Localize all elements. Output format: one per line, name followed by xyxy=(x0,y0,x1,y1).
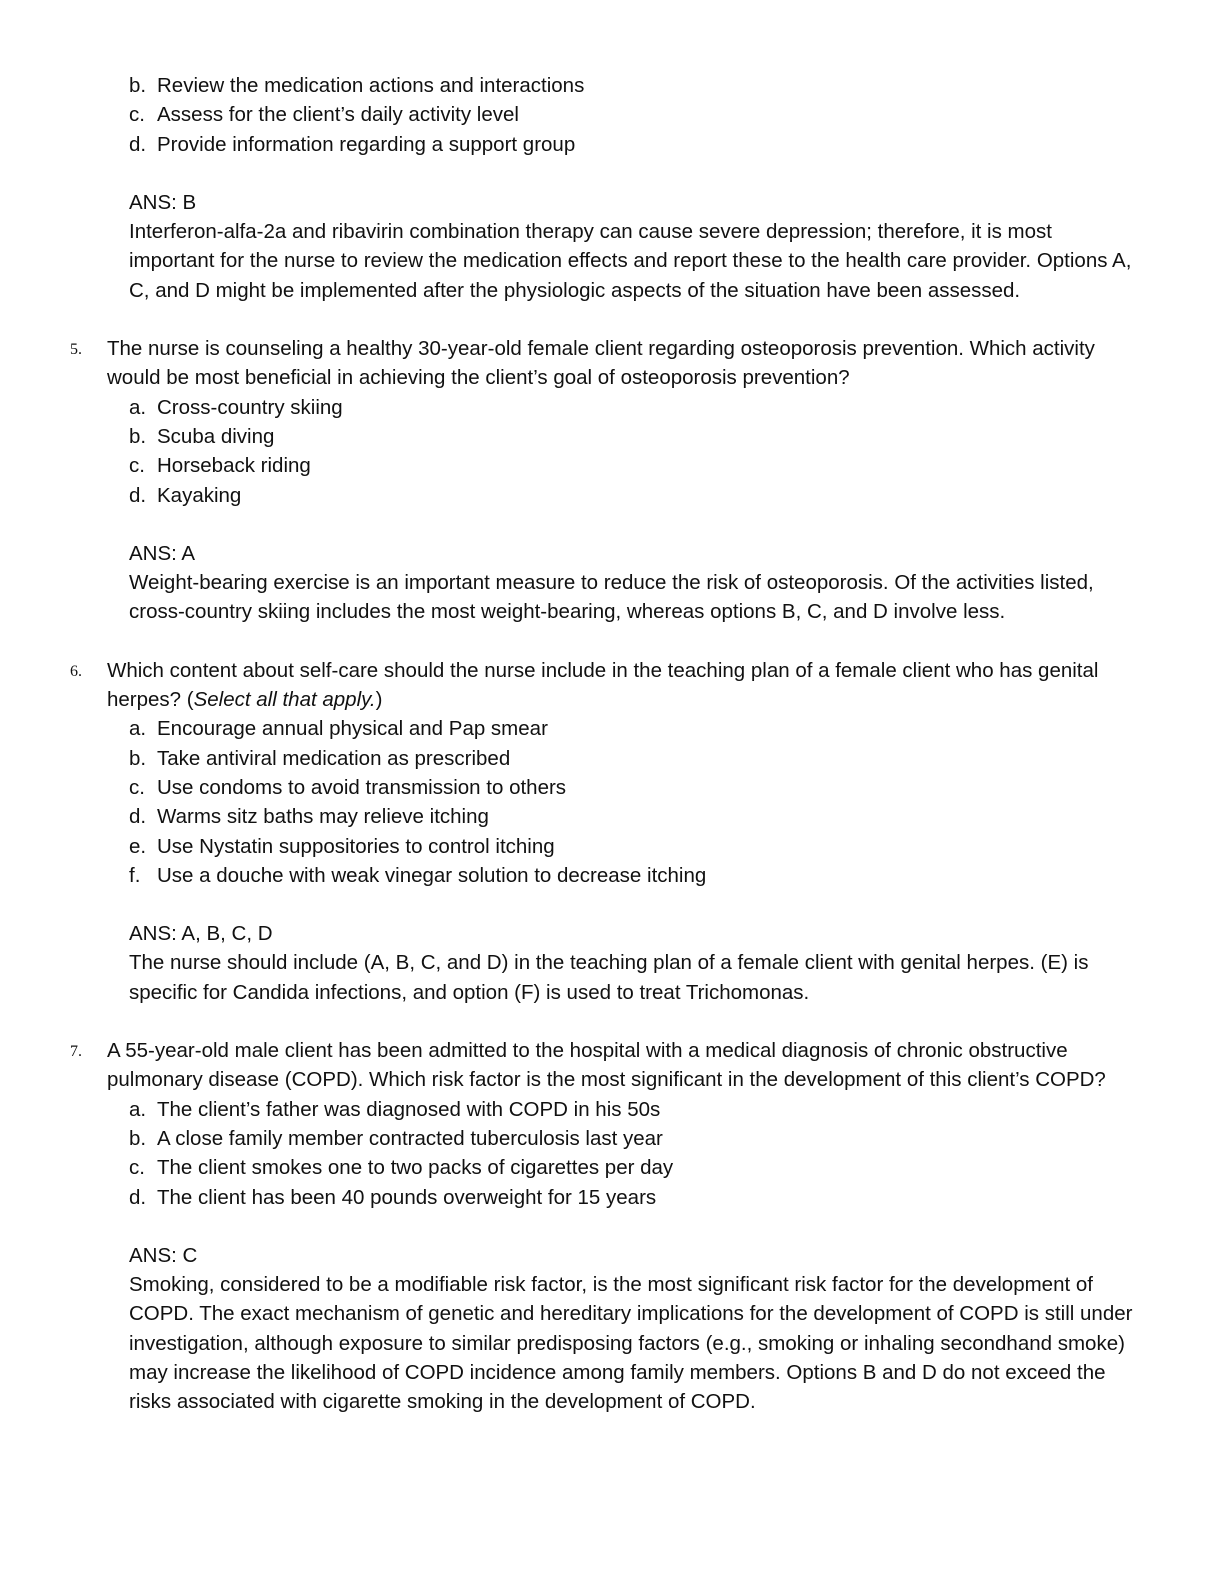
option-text: Warms sitz baths may relieve itching xyxy=(157,805,489,829)
option-text: Use condoms to avoid transmission to others xyxy=(157,775,567,799)
option-b xyxy=(0,1124,1137,1153)
option-letter: d. xyxy=(129,805,147,829)
answer-rationale: The nurse should include (A, B, C, and D) in the teaching plan of a female client with genital herpes. (E) is specific for Candida infections, and option (F) is used to treat Trichomonas. xyxy=(129,951,1089,1004)
option-a xyxy=(0,1095,1137,1124)
answer-block xyxy=(0,539,1139,627)
option-letter: c. xyxy=(129,1156,145,1180)
question-stem-instruction: Select all that apply. xyxy=(193,688,376,712)
answer-rationale: Smoking, considered to be a modifiable risk factor, is the most significant risk factor for the development of COPD. The exact mechanism of genetic and hereditary implications for the development of COPD is still under investigation, although exposure to similar predisposing factors (e.g., smoking or inhaling secondhand smoke) may increase the likelihood of COPD incidence among family members. Options B and D do not exceed the risks associated with cigarette smoking in the development of COPD. xyxy=(129,1273,1133,1414)
option-letter: b. xyxy=(129,1126,147,1150)
option-letter: e. xyxy=(129,834,147,858)
option-b xyxy=(0,422,1137,451)
option-d xyxy=(0,481,1137,510)
option-a xyxy=(0,393,1137,422)
answer-block xyxy=(0,188,1139,305)
question-number: 7. xyxy=(70,1043,82,1061)
question-stem xyxy=(0,656,1139,715)
option-e xyxy=(0,832,1137,861)
option-text: Review the medication actions and interactions xyxy=(157,74,585,97)
option-letter: c. xyxy=(129,454,145,478)
option-d xyxy=(0,130,1137,159)
option-text: Scuba diving xyxy=(157,424,275,448)
option-text: The client smokes one to two packs of cigarettes per day xyxy=(157,1156,674,1180)
option-letter: c. xyxy=(129,775,145,799)
option-letter: b. xyxy=(129,74,147,97)
option-letter: a. xyxy=(129,1097,147,1121)
option-letter: d. xyxy=(129,483,147,507)
question-stem xyxy=(0,1036,1139,1095)
option-text: Cross-country skiing xyxy=(157,395,343,419)
option-text: Take antiviral medication as prescribed xyxy=(157,746,511,770)
option-a xyxy=(0,714,1137,743)
option-text: Kayaking xyxy=(157,483,242,507)
option-letter: f. xyxy=(129,863,141,887)
option-d xyxy=(0,802,1137,831)
question-stem-end: ) xyxy=(375,688,383,712)
option-text: The client has been 40 pounds overweight for 15 years xyxy=(157,1185,657,1209)
option-letter: d. xyxy=(129,132,147,156)
option-letter: b. xyxy=(129,746,147,770)
answer-label: ANS: A, B, C, D xyxy=(129,922,273,946)
answer-block xyxy=(0,1241,1139,1417)
question-stem-text: Which content about self-care should the nurse include in the teaching plan of a female client who has genital herpes? ( xyxy=(107,658,1099,712)
option-b xyxy=(0,71,1137,100)
answer-label: ANS: C xyxy=(129,1243,198,1267)
option-c xyxy=(0,773,1137,802)
option-text: Use Nystatin suppositories to control itching xyxy=(157,834,555,858)
option-text: Provide information regarding a support group xyxy=(157,132,576,156)
question-7 xyxy=(0,1036,1224,1417)
question-stem-text: A 55-year-old male client has been admitted to the hospital with a medical diagnosis of chronic obstructive pulmonary disease (COPD). Which risk factor is the most significant in the development of this client’s COPD? xyxy=(107,1039,1106,1092)
option-text: The client’s father was diagnosed with COPD in his 50s xyxy=(157,1097,661,1121)
document-page xyxy=(0,71,1224,1417)
option-f xyxy=(0,861,1137,890)
option-d xyxy=(0,1183,1137,1212)
question-stem-text: The nurse is counseling a healthy 30-year-old female client regarding osteoporosis prevention. Which activity would be most beneficial in achieving the client’s goal of osteoporosis prevention? xyxy=(107,337,1095,390)
option-text: Assess for the client’s daily activity level xyxy=(157,103,519,127)
option-c xyxy=(0,100,1137,129)
answer-rationale: Weight-bearing exercise is an important measure to reduce the risk of osteoporosis. Of the activities listed, cross-country skiing includes the most weight-bearing, whereas options B, C, and D involve less. xyxy=(129,571,1094,624)
answer-block xyxy=(0,919,1139,1007)
question-5 xyxy=(0,334,1224,627)
question-4-continuation xyxy=(0,71,1224,305)
option-text: Horseback riding xyxy=(157,454,311,478)
option-letter: b. xyxy=(129,424,147,448)
answer-label: ANS: A xyxy=(129,541,196,565)
question-number: 6. xyxy=(70,662,82,680)
answer-label: ANS: B xyxy=(129,190,197,214)
option-c xyxy=(0,1153,1137,1182)
option-c xyxy=(0,451,1137,480)
question-6 xyxy=(0,656,1224,1007)
question-number: 5. xyxy=(70,341,82,359)
option-letter: d. xyxy=(129,1185,147,1209)
option-text: Encourage annual physical and Pap smear xyxy=(157,717,548,741)
option-text: A close family member contracted tuberculosis last year xyxy=(157,1126,663,1150)
option-letter: a. xyxy=(129,717,147,741)
option-letter: c. xyxy=(129,103,145,127)
answer-rationale: Interferon-alfa-2a and ribavirin combination therapy can cause severe depression; therefore, it is most important for the nurse to review the medication effects and report these to the health care provider. Options A, C, and D might be implemented after the physiologic aspects of the situation have been assessed. xyxy=(129,220,1132,302)
option-b xyxy=(0,744,1137,773)
option-text: Use a douche with weak vinegar solution to decrease itching xyxy=(157,863,707,887)
option-letter: a. xyxy=(129,395,147,419)
question-stem xyxy=(0,334,1139,393)
